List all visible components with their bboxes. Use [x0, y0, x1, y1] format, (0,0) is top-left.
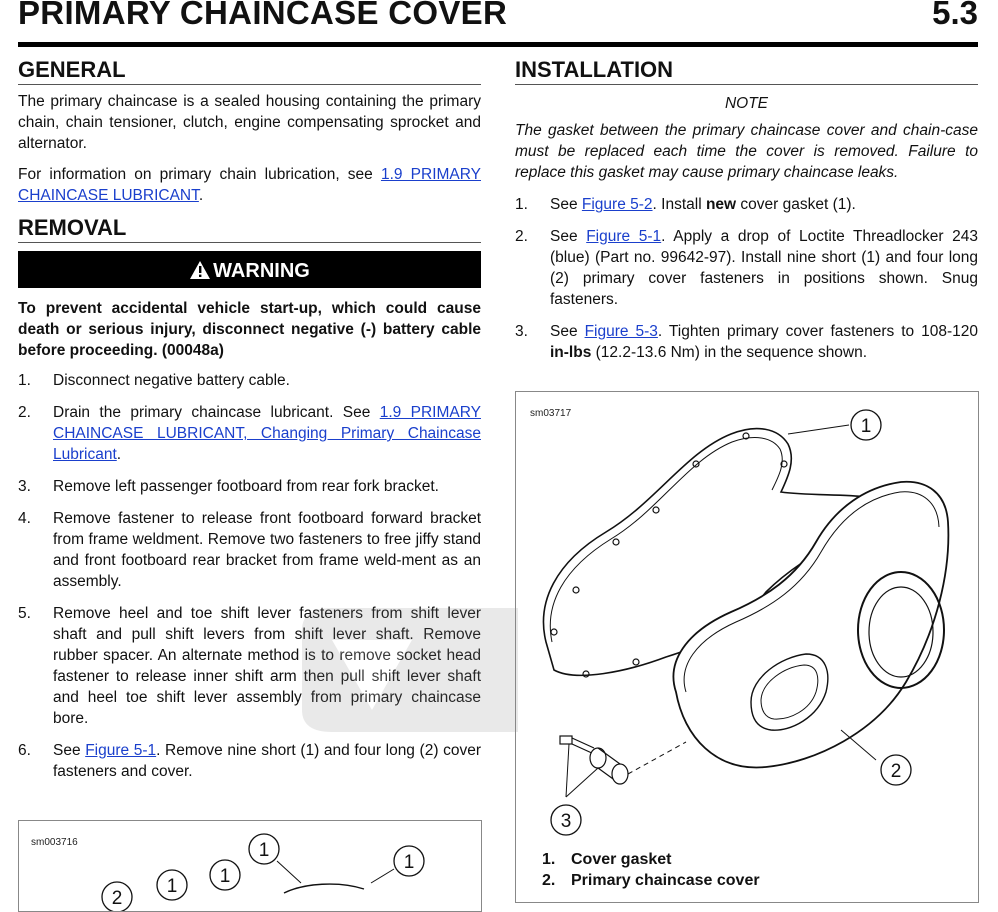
- callout-1-label: 1: [860, 416, 872, 437]
- warning-label: WARNING: [213, 260, 310, 282]
- step-text: (12.2-13.6 Nm) in the sequence shown.: [591, 344, 868, 361]
- step-number: 6.: [18, 742, 31, 759]
- step-text: Disconnect negative battery cable.: [53, 372, 290, 389]
- lubricant-link[interactable]: 1.9 PRIMARY CHAINCASE LUBRICANT: [18, 166, 481, 204]
- figure-fastener-positions: [18, 820, 482, 912]
- fastener-bolt: [560, 736, 594, 754]
- legend-number: 1.: [542, 851, 556, 868]
- figure-gasket-cover: [515, 391, 979, 903]
- section-number: 5.3: [932, 0, 978, 31]
- step-number: 1.: [515, 196, 528, 213]
- step-text: Drain the primary chaincase lubricant. See: [53, 404, 380, 421]
- step-text: Remove fastener to release front footboard forward bracket from frame weldment. Remove two fasteners to free jiffy stand and front footboard rear bracket from frame weld-ment as an assembly.: [53, 510, 481, 590]
- removal-step: [18, 402, 481, 465]
- callout-1a-label: 1: [258, 840, 270, 861]
- step-text: . Tighten primary cover fasteners to 108-120: [657, 323, 978, 340]
- installation-heading: INSTALLATION: [515, 56, 978, 85]
- leader-line-3a: [566, 744, 569, 797]
- callout-1c-label: 1: [219, 866, 231, 887]
- removal-step: [18, 476, 481, 497]
- step-text: See: [53, 742, 86, 759]
- note-text: The gasket between the primary chaincase cover and chain-case must be replaced each time the cover is removed. Failure to replace this gasket may cause primary chaincase leaks.: [515, 122, 978, 181]
- drain-lubricant-link[interactable]: 1.9 PRIMARY CHAINCASE LUBRICANT, Changing Primary Chaincase Lubricant: [53, 404, 481, 463]
- leader-lines: [277, 861, 394, 883]
- page-title: PRIMARY CHAINCASE COVER: [18, 0, 508, 31]
- step-text: See: [550, 196, 582, 213]
- figure-5-3-link[interactable]: Figure 5-3: [584, 323, 658, 340]
- step-bold: new: [705, 196, 737, 213]
- installation-step: [515, 226, 978, 310]
- cover-outline: [673, 482, 948, 768]
- removal-step: [18, 508, 481, 592]
- assembly-dashed-line: [628, 742, 686, 774]
- page-header: [18, 0, 978, 36]
- callout-2-label: 2: [111, 888, 123, 909]
- note-label: NOTE: [724, 95, 769, 112]
- figure-legend: [542, 849, 760, 891]
- removal-step: [18, 740, 481, 782]
- lubrication-paragraph: [18, 164, 481, 206]
- warning-text: To prevent accidental vehicle start-up, which could cause death or serious injury, disconnect negative (-) battery cable before proceeding. (00048a): [18, 300, 481, 359]
- step-text: . Remove nine short (1) and four long (2) cover fasteners and cover.: [53, 742, 481, 780]
- legend-number: 2.: [542, 872, 556, 889]
- legend-label: Cover gasket: [571, 851, 672, 868]
- step-number: 5.: [18, 605, 31, 622]
- general-heading: GENERAL: [18, 56, 481, 85]
- leader-line-3b: [566, 768, 598, 797]
- fastener-positions-illustration: [19, 821, 481, 911]
- figure-5-2-link[interactable]: Figure 5-2: [581, 196, 653, 213]
- legend-item: [542, 849, 760, 870]
- figure-5-1-link[interactable]: Figure 5-1: [586, 228, 662, 245]
- gasket-cover-illustration: [516, 392, 978, 842]
- general-paragraph: The primary chaincase is a sealed housing containing the primary chain, chain tensioner, clutch, engine compensating sprocket and alternator.: [18, 93, 481, 152]
- figure-id: sm003716: [31, 837, 78, 848]
- installation-step: [515, 194, 978, 215]
- step-text: See: [550, 323, 585, 340]
- leader-line-2: [841, 730, 876, 760]
- header-rule: [18, 42, 978, 47]
- step-number: 3.: [515, 323, 528, 340]
- step-number: 3.: [18, 478, 31, 495]
- watermark-logo: [292, 600, 518, 740]
- step-text: . Apply a drop of Loctite Threadlocker 243 (blue) (Part no. 99642-97). Install nine short (1) and four long (2) primary cover fasteners in positions shown. Snug fasteners.: [550, 228, 978, 308]
- right-column: [515, 56, 978, 363]
- step-number: 1.: [18, 372, 31, 389]
- removal-step: [18, 370, 481, 391]
- callout-1d-label: 1: [166, 876, 178, 897]
- warning-triangle-icon: [189, 254, 211, 294]
- step-text: Remove heel and toe shift lever fasteners from shift lever shaft and pull shift levers from shift lever shaft. Remove rubber spacer. An alternate method is to remove socket head fastener to release inner shift arm then pull shift lever shaft and heel toe shift lever assembly from primary chaincase bore.: [53, 605, 481, 727]
- figure-5-1-link[interactable]: Figure 5-1: [85, 742, 157, 759]
- step-number: 4.: [18, 510, 31, 527]
- leader-line-1: [788, 425, 849, 434]
- installation-steps: [515, 194, 978, 363]
- text-span: .: [198, 187, 204, 204]
- figure-id: sm03717: [530, 408, 572, 419]
- fastener-spacer: [590, 748, 628, 784]
- legend-item: [542, 870, 760, 891]
- installation-step: [515, 321, 978, 363]
- callout-2-label: 2: [890, 761, 902, 782]
- removal-heading: REMOVAL: [18, 214, 481, 243]
- callout-1b-label: 1: [403, 852, 415, 873]
- legend-label: Primary chaincase cover: [571, 872, 760, 889]
- text-span: For information on primary chain lubrication, see: [18, 166, 381, 183]
- step-bold: in-lbs: [550, 344, 592, 361]
- step-text: .: [116, 446, 122, 463]
- step-number: 2.: [18, 404, 31, 421]
- callout-3-label: 3: [560, 811, 572, 832]
- step-number: 2.: [515, 228, 528, 245]
- step-text: Remove left passenger footboard from rear fork bracket.: [53, 478, 439, 495]
- warning-banner: [18, 251, 481, 288]
- step-text: cover gasket (1).: [736, 196, 856, 213]
- step-text: . Install: [652, 196, 706, 213]
- step-text: See: [550, 228, 587, 245]
